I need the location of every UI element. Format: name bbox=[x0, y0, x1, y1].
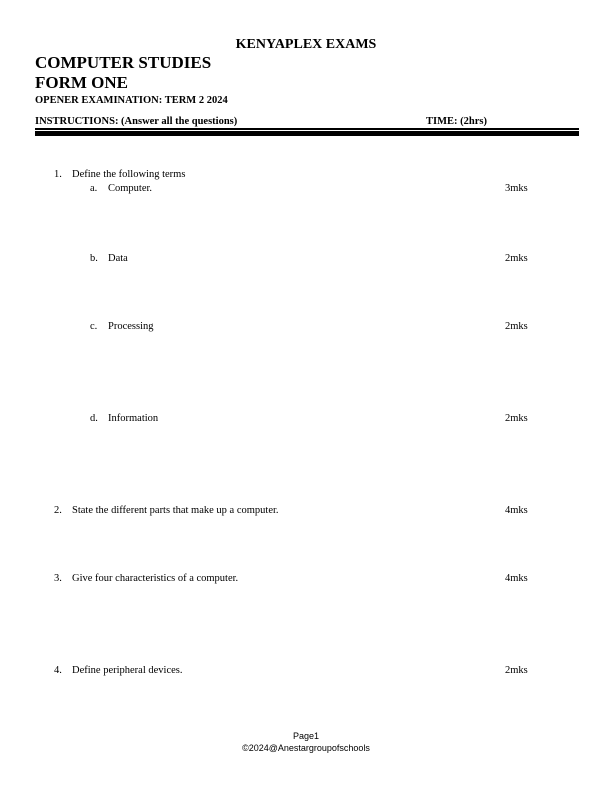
part-letter: b. bbox=[90, 253, 98, 264]
part-marks: 3mks bbox=[505, 183, 528, 194]
divider-thick bbox=[35, 131, 579, 136]
question-number: 2. bbox=[54, 505, 62, 516]
question-marks: 4mks bbox=[505, 505, 528, 516]
exam-title: OPENER EXAMINATION: TERM 2 2024 bbox=[35, 95, 228, 106]
question-number: 4. bbox=[54, 665, 62, 676]
exam-time: TIME: (2hrs) bbox=[426, 116, 487, 127]
form-title: FORM ONE bbox=[35, 73, 129, 92]
instructions: INSTRUCTIONS: (Answer all the questions) bbox=[35, 116, 238, 127]
part-text: Computer. bbox=[108, 183, 153, 194]
part-letter: a. bbox=[90, 183, 98, 194]
exam-body-title: KENYAPLEX EXAMS bbox=[235, 37, 377, 52]
question-text: Give four characteristics of a computer. bbox=[72, 573, 239, 584]
question-text: Define peripheral devices. bbox=[72, 665, 183, 676]
part-marks: 2mks bbox=[505, 321, 528, 332]
part-marks: 2mks bbox=[505, 413, 528, 424]
question-number: 1. bbox=[54, 169, 62, 180]
question-text: State the different parts that make up a computer. bbox=[72, 505, 279, 516]
part-letter: c. bbox=[90, 321, 98, 332]
part-letter: d. bbox=[90, 413, 98, 424]
page-number: Page1 bbox=[292, 731, 320, 741]
divider bbox=[35, 128, 579, 130]
question-marks: 4mks bbox=[505, 573, 528, 584]
part-text: Processing bbox=[108, 321, 154, 332]
question-text: Define the following terms bbox=[72, 169, 186, 180]
question-number: 3. bbox=[54, 573, 62, 584]
subject-title: COMPUTER STUDIES bbox=[35, 53, 212, 72]
question-marks: 2mks bbox=[505, 665, 528, 676]
copyright: ©2024@Anestargroupofschools bbox=[242, 743, 370, 753]
part-text: Information bbox=[108, 413, 159, 424]
part-text: Data bbox=[108, 253, 128, 264]
part-marks: 2mks bbox=[505, 253, 528, 264]
